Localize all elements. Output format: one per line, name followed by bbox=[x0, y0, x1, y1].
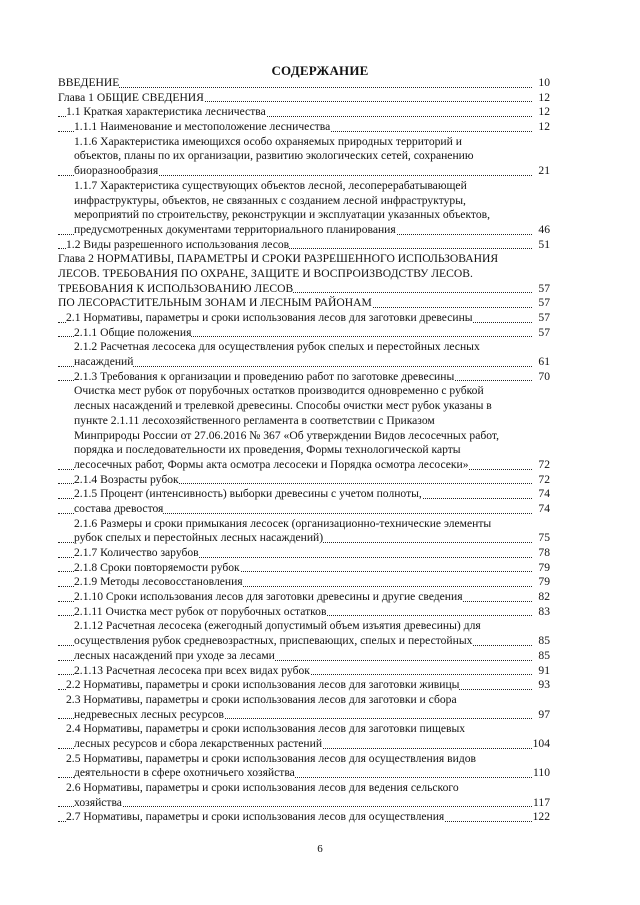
toc-page-number: 12 bbox=[538, 105, 550, 119]
toc-entry bbox=[58, 179, 550, 194]
toc-page-number: 117 bbox=[533, 795, 550, 809]
toc-entry bbox=[58, 575, 550, 590]
toc-entry bbox=[58, 605, 550, 620]
toc-page-number: 72 bbox=[538, 457, 550, 471]
toc-page-number: 122 bbox=[532, 810, 550, 824]
toc-entry-text: Глава 1 ОБЩИЕ СВЕДЕНИЯ bbox=[58, 90, 204, 104]
toc-page-number: 82 bbox=[538, 590, 550, 604]
toc-page-number: 85 bbox=[538, 648, 550, 662]
toc-entry-text: 2.1.7 Количество зарубов bbox=[74, 546, 199, 559]
toc-entry-text: 2.1.13 Расчетная лесосека при всех видах рубок bbox=[74, 663, 310, 677]
toc-entry-text: инфраструктуры, объектов, не связанных с созданием лесной инфраструктуры, bbox=[74, 193, 466, 207]
toc-entry-text: состава древостоя bbox=[74, 501, 164, 515]
toc-entry-text: 2.4 Нормативы, параметры и сроки использования лесов для заготовки пищевых bbox=[66, 722, 466, 736]
toc-entry bbox=[58, 194, 550, 209]
toc-entry bbox=[58, 443, 550, 458]
toc-entry bbox=[58, 546, 550, 561]
toc-entry bbox=[58, 282, 550, 297]
toc-entry-text: 2.5 Нормативы, параметры и сроки использования лесов для осуществления видов bbox=[66, 751, 476, 765]
toc-entry bbox=[58, 458, 550, 473]
toc-entry bbox=[58, 399, 550, 414]
toc-entry bbox=[58, 135, 550, 150]
toc-entry-text: деятельности в сфере охотничьего хозяйства bbox=[74, 766, 295, 780]
toc-entry bbox=[58, 517, 550, 532]
toc-entry-text: лесных ресурсов и сбора лекарственных растений bbox=[74, 736, 323, 750]
toc-entry-text: лесосечных работ, Формы акта осмотра лесосеки и Порядка осмотра лесосеки» bbox=[74, 457, 469, 471]
toc-entry-text: 1.1.1 Наименование и местоположение лесничества bbox=[74, 120, 331, 134]
toc-entry-text: 2.1.6 Размеры и сроки примыкания лесосек (организационно-технические элементы bbox=[74, 516, 492, 530]
toc-page-number: 12 bbox=[538, 120, 550, 134]
toc-entry-text: ПО ЛЕСОРАСТИТЕЛЬНЫМ ЗОНАМ И ЛЕСНЫМ РАЙОНАМ bbox=[58, 296, 372, 310]
toc-entry-text: порядка и последовательности их проведения, Формы технологической карты bbox=[74, 443, 461, 457]
toc-entry-text: 1.1 Краткая характеристика лесничества bbox=[66, 105, 266, 119]
toc-page-number: 10 bbox=[538, 76, 550, 89]
toc-title: СОДЕРЖАНИЕ bbox=[271, 63, 369, 78]
toc-entry-text: 1.1.6 Характеристика имеющихся особо охраняемых природных территорий и bbox=[74, 134, 462, 148]
toc-entry bbox=[58, 355, 550, 370]
toc-entry-text: 2.1.1 Общие положения bbox=[74, 325, 192, 339]
toc-entry bbox=[58, 502, 550, 517]
toc-entry bbox=[58, 473, 550, 488]
toc-page-number: 91 bbox=[538, 663, 550, 677]
toc-entry bbox=[58, 722, 550, 737]
toc-entry bbox=[58, 810, 550, 825]
toc-entry bbox=[58, 781, 550, 796]
toc-page-number: 85 bbox=[538, 634, 550, 648]
toc-page-number: 61 bbox=[538, 355, 550, 369]
toc-entry bbox=[58, 76, 550, 91]
toc-page-number: 57 bbox=[538, 281, 550, 295]
toc-entry-text: 2.6 Нормативы, параметры и сроки использования лесов для ведения сельского bbox=[66, 781, 459, 794]
toc-entry bbox=[58, 590, 550, 605]
toc-page-number: 51 bbox=[538, 237, 550, 251]
toc-entry bbox=[58, 561, 550, 576]
toc-entry bbox=[58, 311, 550, 326]
toc-entry-text: мероприятий по строительству, реконструкции и эксплуатации указанных объектов, bbox=[74, 208, 491, 222]
toc-entry bbox=[58, 429, 550, 444]
toc-entry-text: 2.3 Нормативы, параметры и сроки использования лесов для заготовки и сбора bbox=[66, 692, 457, 706]
toc-entry-text: Глава 2 НОРМАТИВЫ, ПАРАМЕТРЫ И СРОКИ РАЗРЕШЕННОГО ИСПОЛЬЗОВАНИЯ bbox=[58, 252, 499, 266]
toc-entry-text: ТРЕБОВАНИЯ К ИСПОЛЬЗОВАНИЮ ЛЕСОВ bbox=[58, 281, 294, 295]
toc-entry bbox=[58, 149, 550, 164]
toc-entry bbox=[58, 796, 550, 811]
toc-entry bbox=[58, 531, 550, 546]
toc-entry bbox=[58, 340, 550, 355]
toc-entry-text: предусмотренных документами территориального планирования bbox=[74, 222, 396, 236]
toc-entry-text: 2.1.4 Возрасты рубок bbox=[74, 472, 179, 486]
toc-entry-text: хозяйства bbox=[74, 795, 122, 809]
toc-entry bbox=[58, 120, 550, 135]
table-of-contents bbox=[58, 76, 550, 825]
toc-entry-text: 2.1 Нормативы, параметры и сроки использования лесов для заготовки древесины bbox=[66, 311, 473, 324]
toc-entry-text: 2.1.12 Расчетная лесосека (ежегодный допустимый объем изъятия древесины) для bbox=[74, 619, 481, 633]
toc-page-number: 79 bbox=[538, 575, 550, 589]
toc-page-number: 57 bbox=[538, 325, 550, 339]
toc-entry bbox=[58, 238, 550, 253]
toc-entry-text: 2.7 Нормативы, параметры и сроки использования лесов для осуществления bbox=[66, 810, 445, 824]
toc-entry-text: 2.1.8 Сроки повторяемости рубок bbox=[74, 560, 240, 574]
toc-entry bbox=[58, 105, 550, 120]
toc-entry bbox=[58, 252, 550, 267]
toc-page-number: 75 bbox=[538, 531, 550, 545]
toc-entry-text: 2.1.11 Очистка мест рубок от порубочных остатков bbox=[74, 604, 327, 618]
toc-entry-text: Минприроды России от 27.06.2016 № 367 «Об утверждении Видов лесосечных работ, bbox=[74, 428, 499, 442]
toc-entry-text: осуществления рубок средневозрастных, приспевающих, спелых и перестойных bbox=[74, 634, 473, 648]
toc-page-number: 57 bbox=[538, 296, 550, 310]
toc-entry-text: ВВЕДЕНИЕ bbox=[58, 76, 120, 89]
toc-entry-text: лесных насаждений и трелевкой древесины. Способы очистки мест рубок указаны в bbox=[74, 399, 492, 413]
toc-entry-text: рубок спелых и перестойных лесных насаждений) bbox=[74, 531, 324, 545]
toc-entry-text: 2.1.9 Методы лесовосстановления bbox=[74, 575, 243, 589]
toc-entry bbox=[58, 91, 550, 106]
toc-entry bbox=[58, 737, 550, 752]
toc-page-number: 57 bbox=[538, 311, 550, 324]
toc-page-number: 83 bbox=[538, 604, 550, 618]
toc-entry bbox=[58, 693, 550, 708]
toc-entry bbox=[58, 619, 550, 634]
toc-entry-text: 2.2 Нормативы, параметры и сроки использования лесов для заготовки живицы bbox=[66, 678, 460, 692]
toc-entry-text: Очистка мест рубок от порубочных остатков производится одновременно с рубкой bbox=[74, 384, 484, 398]
toc-entry-text: лесных насаждений при уходе за лесами bbox=[74, 648, 275, 662]
toc-entry-text: насаждений bbox=[74, 355, 134, 369]
toc-entry bbox=[58, 384, 550, 399]
toc-entry-text: 2.1.2 Расчетная лесосека для осуществления рубок спелых и перестойных лесных bbox=[74, 340, 480, 354]
toc-page-number: 79 bbox=[538, 560, 550, 574]
toc-page-number: 78 bbox=[538, 546, 550, 559]
toc-page-number: 74 bbox=[538, 487, 550, 501]
toc-page-number: 21 bbox=[538, 164, 550, 178]
toc-entry-text: недревесных лесных ресурсов bbox=[74, 707, 225, 721]
toc-entry bbox=[58, 326, 550, 341]
toc-entry bbox=[58, 296, 550, 311]
toc-entry-text: 2.1.10 Сроки использования лесов для заготовки древесины и другие сведения bbox=[74, 590, 463, 604]
toc-entry bbox=[58, 664, 550, 679]
toc-page-number: 12 bbox=[538, 90, 550, 104]
toc-entry bbox=[58, 766, 550, 781]
toc-entry bbox=[58, 223, 550, 238]
toc-leader-dots bbox=[58, 87, 532, 88]
toc-entry bbox=[58, 208, 550, 223]
toc-entry bbox=[58, 414, 550, 429]
page-number: 6 bbox=[317, 843, 323, 855]
toc-page-number: 104 bbox=[532, 736, 550, 750]
toc-page-number: 110 bbox=[533, 766, 550, 780]
toc-entry bbox=[58, 752, 550, 767]
toc-entry bbox=[58, 164, 550, 179]
toc-entry bbox=[58, 370, 550, 385]
toc-entry-text: 1.1.7 Характеристика существующих объектов лесной, лесоперерабатывающей bbox=[74, 178, 467, 192]
toc-entry bbox=[58, 267, 550, 282]
toc-entry bbox=[58, 678, 550, 693]
toc-entry-text: 2.1.5 Процент (интенсивность) выборки древесины с учетом полноты, bbox=[74, 487, 422, 501]
toc-entry-text: 2.1.3 Требования к организации и проведению работ по заготовке древесины bbox=[74, 369, 455, 383]
toc-page-number: 93 bbox=[538, 678, 550, 692]
toc-page-number: 70 bbox=[538, 369, 550, 383]
toc-page-number: 97 bbox=[538, 707, 550, 721]
toc-leader-dots bbox=[58, 806, 532, 807]
toc-entry-text: 1.2 Виды разрешенного использования лесов bbox=[66, 237, 290, 251]
toc-entry-text: объектов, планы по их организации, развитию экологических сетей, сохранению bbox=[74, 149, 474, 163]
toc-entry bbox=[58, 708, 550, 723]
toc-entry bbox=[58, 487, 550, 502]
toc-entry-text: биоразнообразия bbox=[74, 164, 159, 178]
toc-entry bbox=[58, 634, 550, 649]
toc-entry-text: пункте 2.1.11 лесохозяйственного регламента в соответствии с Приказом bbox=[74, 413, 435, 427]
toc-page-number: 72 bbox=[538, 472, 550, 486]
toc-entry-text: ЛЕСОВ. ТРЕБОВАНИЯ ПО ОХРАНЕ, ЗАЩИТЕ И ВОСПРОИЗВОДСТВУ ЛЕСОВ. bbox=[58, 266, 473, 280]
toc-entry bbox=[58, 649, 550, 664]
toc-page-number: 46 bbox=[538, 222, 550, 236]
toc-page-number: 74 bbox=[538, 501, 550, 515]
